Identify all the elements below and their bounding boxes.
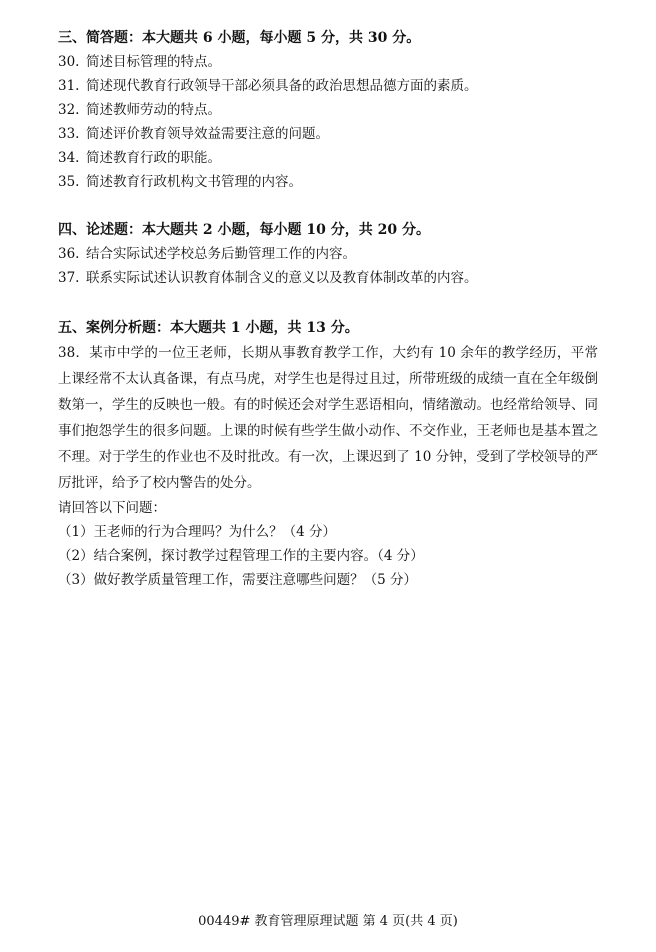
section-heading: 四、论述题：本大题共 2 小题，每小题 10 分，共 20 分。	[58, 222, 430, 238]
case-prompt: 请回答以下问题：	[58, 500, 166, 516]
case-question: （1）王老师的行为合理吗？为什么？（4 分）	[58, 524, 336, 540]
question-number: 36.	[58, 246, 80, 262]
question-text: 简述教师劳动的特点。	[86, 102, 221, 118]
question-number: 31.	[58, 78, 80, 94]
question-number: 30.	[58, 54, 80, 70]
case-question: （3）做好教学质量管理工作，需要注意哪些问题？（5 分）	[58, 572, 417, 588]
question-number: 35.	[58, 174, 80, 190]
question-item	[58, 242, 606, 266]
section-heading: 三、简答题：本大题共 6 小题，每小题 5 分，共 30 分。	[58, 30, 421, 46]
section-heading: 五、案例分析题：本大题共 1 小题，共 13 分。	[58, 320, 359, 336]
question-item	[58, 74, 606, 98]
question-item	[58, 50, 606, 74]
section-case-analysis	[58, 316, 606, 592]
question-item	[58, 266, 606, 290]
question-text: 联系实际试述认识教育体制含义的意义以及教育体制改革的内容。	[86, 270, 478, 286]
question-item	[58, 146, 606, 170]
section-short-answer	[58, 26, 606, 194]
question-text: 简述评价教育领导效益需要注意的问题。	[86, 126, 329, 142]
question-item	[58, 98, 606, 122]
question-number: 37.	[58, 270, 80, 286]
case-question: （2）结合案例，探讨教学过程管理工作的主要内容。（4 分）	[58, 548, 424, 564]
question-text: 简述教育行政的职能。	[86, 150, 221, 166]
page-footer: 00449# 教育管理原理试题 第 4 页(共 4 页)	[198, 914, 458, 929]
question-text: 简述教育行政机构文书管理的内容。	[86, 174, 302, 190]
question-text: 简述现代教育行政领导干部必须具备的政治思想品德方面的素质。	[86, 78, 478, 94]
question-item	[58, 122, 606, 146]
question-number: 32.	[58, 102, 80, 118]
section-essay	[58, 218, 606, 290]
question-number: 34.	[58, 150, 80, 166]
question-number: 33.	[58, 126, 80, 142]
question-text: 简述目标管理的特点。	[86, 54, 221, 70]
question-item	[58, 170, 606, 194]
question-text: 结合实际试述学校总务后勤管理工作的内容。	[86, 246, 356, 262]
case-text: 38．某市中学的一位王老师，长期从事教育教学工作，大约有 10 余年的教学经历，平常上课经常不太认真备课，有点马虎，对学生也是得过且过，所带班级的成绩一直在全年级倒数第一，学生的反映也一般。有的时候还会对学生恶语相向，情绪激动。也经常给领导、同事们抱怨学生的很多问题。上课的时候有些学生做小动作、不交作业，王老师也是基本置之不理。对于学生的作业也不及时批改。有一次，上课迟到了 10 分钟，受到了学校领导的严厉批评，给予了校内警告的处分。	[58, 345, 598, 491]
